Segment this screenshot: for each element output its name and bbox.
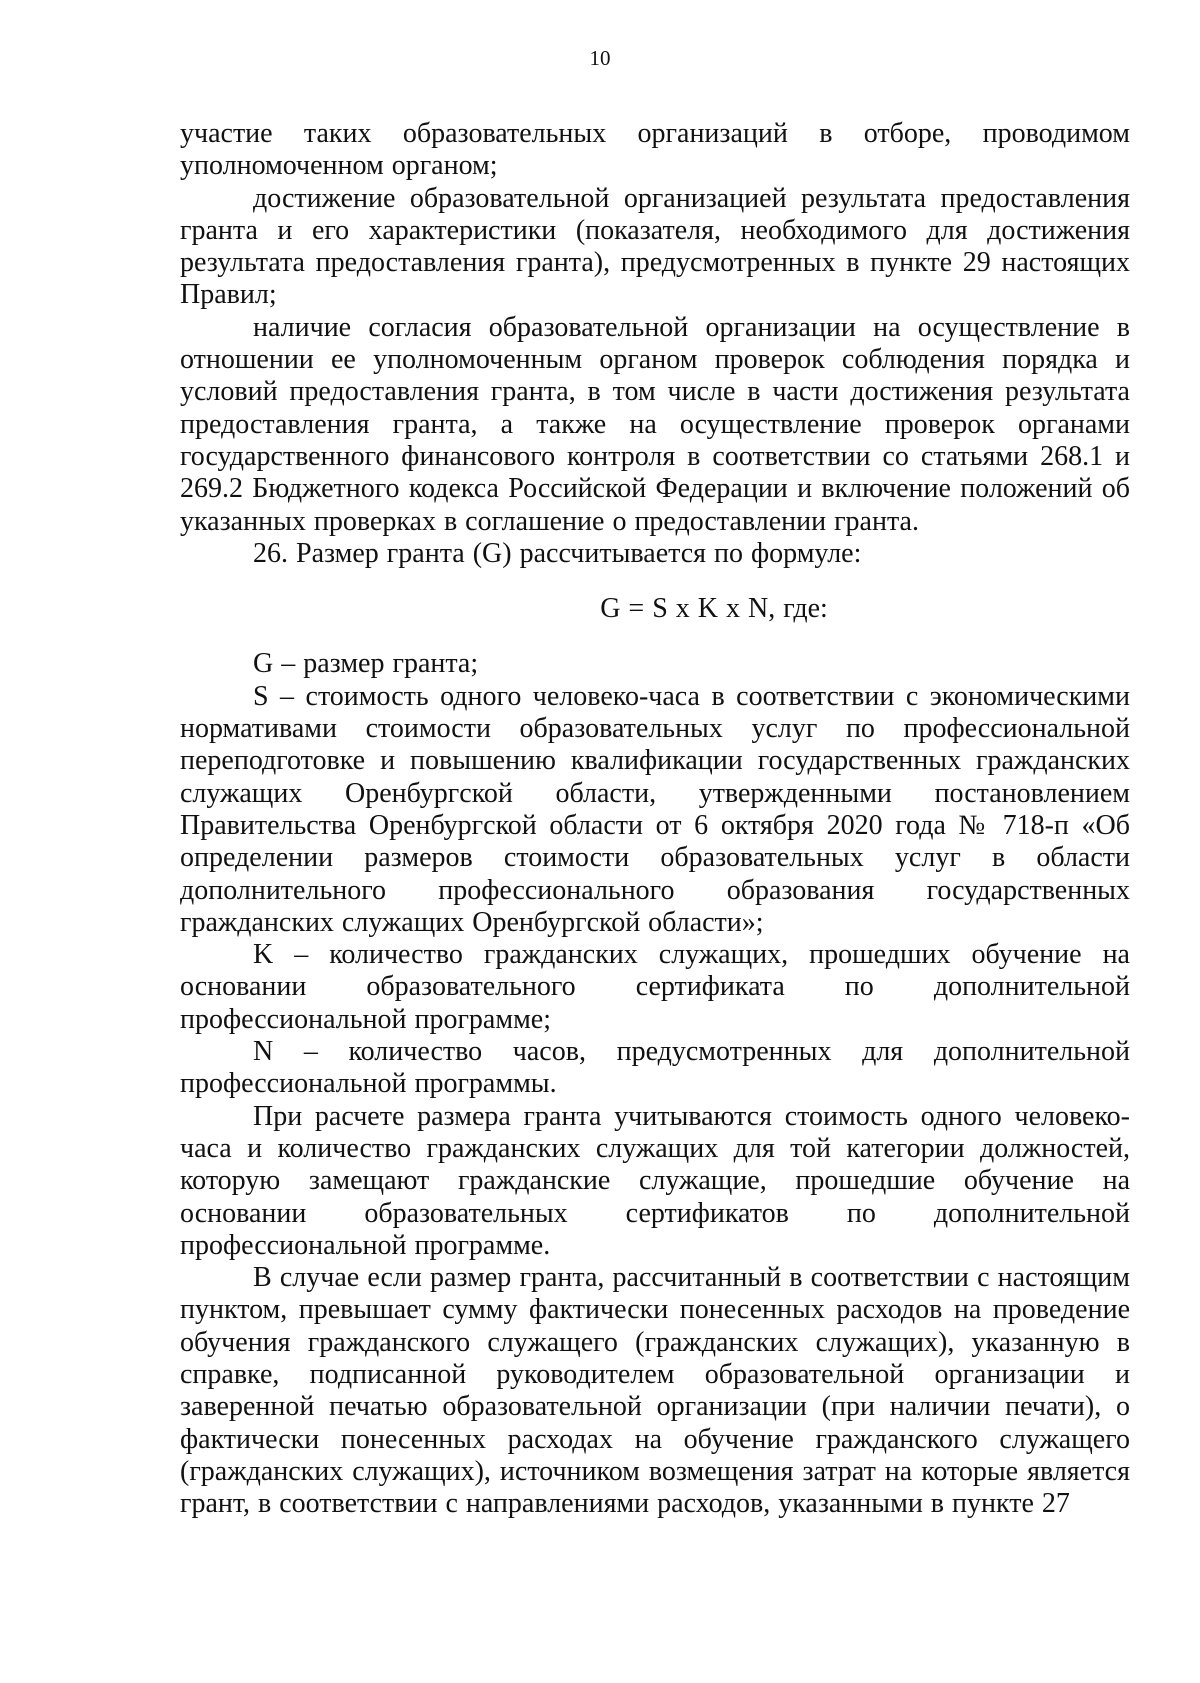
paragraph-inspection-consent: наличие согласия образовательной организации на осуществление в отношении ее уполномоченным органом проверок соблюдения порядка и условий предоставления гранта, в том числе в части достижения результата предоставления гранта, а также на осуществление проверок органами государственного финансового контроля в соответствии со статьями 268.1 и 269.2 Бюджетного кодекса Российской Федерации и включение положений об указанных проверках в соглашение о предоставлении гранта.: [180, 311, 1130, 537]
paragraph-grant-size-intro: 26. Размер гранта (G) рассчитывается по формуле:: [253, 537, 862, 569]
paragraph-excess-case: В случае если размер гранта, рассчитанный в соответствии с настоящим пунктом, превышает сумму фактически понесенных расходов на проведение обучения гражданского служащего (гражданских служащих), указанную в справке, подписанной руководителем образовательной организации и заверенной печатью образовательной организации (при наличии печати), о фактически понесенных расходах на обучение гражданского служащего (гражданских служащих), источником возмещения затрат на которые является грант, в соответствии с направлениями расходов, указанными в пункте 27: [180, 1262, 1130, 1520]
definition-n: N – количество часов, предусмотренных для дополнительной профессиональной программы.: [180, 1036, 1130, 1100]
paragraph-result-achievement: достижение образовательной организацией результата предоставления гранта и его характеристики (показателя, необходимого для достижения результата предоставления гранта), предусмотренных в пункте 29 настоящих Правил;: [180, 182, 1130, 311]
paragraph-calculation-note: При расчете размера гранта учитываются стоимость одного человеко-часа и количество гражданских служащих для той категории должностей, которую замещают гражданские служащие, прошедшие обучение на основании образовательных сертификатов по дополнительной профессиональной программе.: [180, 1100, 1130, 1261]
grant-formula: G = S x K x N, где:: [600, 593, 828, 625]
definition-k: K – количество гражданских служащих, прошедших обучение на основании образовательного сертификата по дополнительной профессиональной программе;: [180, 939, 1130, 1035]
definition-s: S – стоимость одного человеко-часа в соответствии с экономическими нормативами стоимости образовательных услуг по профессиональной переподготовке и повышению квалификации государственных гражданских служащих Оренбургской области, утвержденными постановлением Правительства Оренбургской области от 6 октября 2020 года № 718-п «Об определении размеров стоимости образовательных услуг в области дополнительного профессионального образования государственных гражданских служащих Оренбургской области»;: [180, 680, 1130, 938]
definition-g: G – размер гранта;: [253, 648, 479, 680]
paragraph-participation: участие таких образовательных организаций в отборе, проводимом уполномоченном органом;: [180, 118, 1130, 182]
page-number: 10: [589, 46, 611, 70]
document-body: [180, 118, 1130, 1520]
